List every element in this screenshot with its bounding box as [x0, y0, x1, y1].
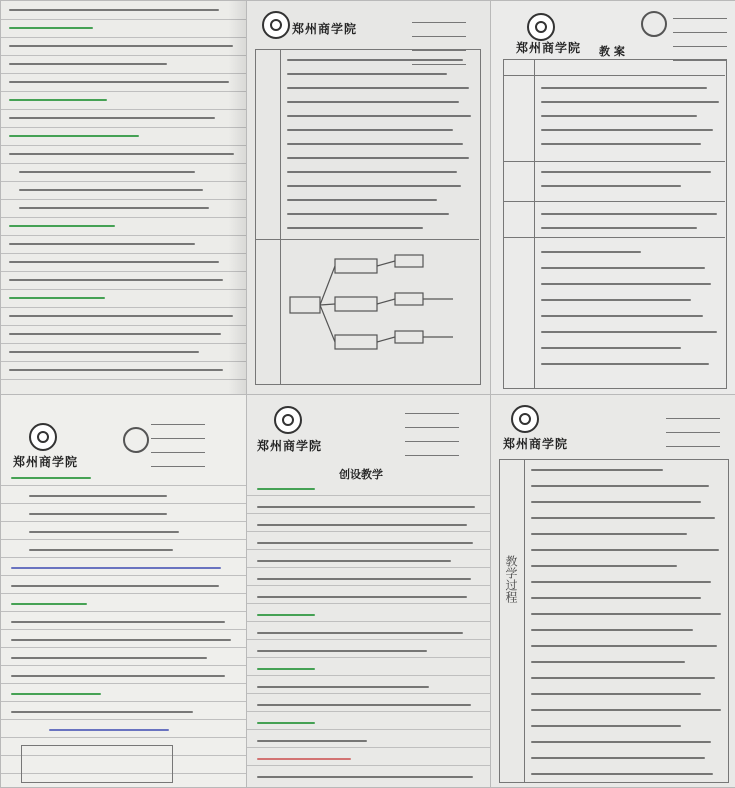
ink-stamp-icon [641, 11, 667, 37]
page-title: 教 案 [599, 45, 625, 58]
school-name: 郑州商学院 [13, 455, 79, 469]
course-info-fields [405, 400, 459, 456]
photo-teaching-plan-notebook [246, 394, 491, 788]
school-name: 郑州商学院 [292, 22, 358, 36]
school-emblem-icon [29, 423, 57, 451]
school-name: 郑州商学院 [516, 41, 582, 55]
concept-map-diagram [285, 249, 475, 375]
school-emblem-icon [511, 405, 539, 433]
course-info-fields [666, 405, 720, 447]
school-emblem-icon [262, 11, 290, 39]
section-label: 教学过程 [504, 555, 518, 603]
photo-lesson-plan-form-2 [490, 0, 735, 395]
photo-lined-notebook-page [0, 0, 247, 395]
course-info-fields [673, 5, 727, 61]
photo-teaching-process-page [490, 394, 735, 788]
school-name: 郑州商学院 [257, 439, 323, 453]
page-title: 创设教学 [339, 468, 383, 481]
course-info-fields [151, 411, 205, 467]
ink-stamp-icon [123, 427, 149, 453]
school-emblem-icon [274, 406, 302, 434]
photo-lesson-plan-form-1 [246, 0, 491, 395]
school-emblem-icon [527, 13, 555, 41]
school-name: 郑州商学院 [503, 437, 569, 451]
photo-lesson-notes-page [0, 394, 247, 788]
